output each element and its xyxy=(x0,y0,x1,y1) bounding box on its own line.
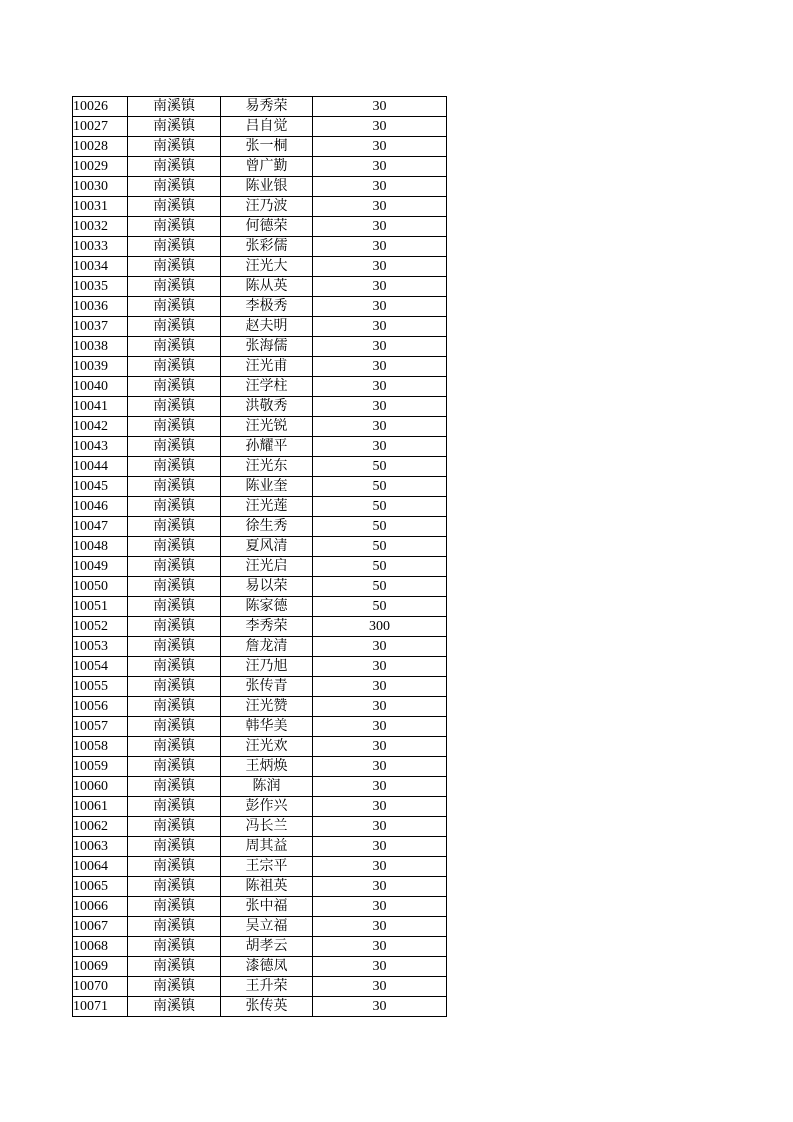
name-cell: 汪光大 xyxy=(221,257,313,277)
town-cell: 南溪镇 xyxy=(128,677,221,697)
amount-cell: 50 xyxy=(313,517,447,537)
amount-cell: 30 xyxy=(313,817,447,837)
amount-cell: 50 xyxy=(313,537,447,557)
id-cell: 10027 xyxy=(73,117,128,137)
amount-cell: 50 xyxy=(313,557,447,577)
id-cell: 10060 xyxy=(73,777,128,797)
town-cell: 南溪镇 xyxy=(128,837,221,857)
id-cell: 10038 xyxy=(73,337,128,357)
id-cell: 10026 xyxy=(73,97,128,117)
town-cell: 南溪镇 xyxy=(128,857,221,877)
table-row xyxy=(73,257,447,277)
name-cell: 张传英 xyxy=(221,997,313,1017)
name-cell: 周其益 xyxy=(221,837,313,857)
name-cell: 易以荣 xyxy=(221,577,313,597)
town-cell: 南溪镇 xyxy=(128,297,221,317)
town-cell: 南溪镇 xyxy=(128,617,221,637)
town-cell: 南溪镇 xyxy=(128,337,221,357)
table-row xyxy=(73,417,447,437)
amount-cell: 30 xyxy=(313,657,447,677)
town-cell: 南溪镇 xyxy=(128,917,221,937)
table-row xyxy=(73,657,447,677)
town-cell: 南溪镇 xyxy=(128,217,221,237)
amount-cell: 30 xyxy=(313,757,447,777)
id-cell: 10052 xyxy=(73,617,128,637)
town-cell: 南溪镇 xyxy=(128,177,221,197)
amount-cell: 30 xyxy=(313,377,447,397)
id-cell: 10045 xyxy=(73,477,128,497)
id-cell: 10062 xyxy=(73,817,128,837)
amount-cell: 30 xyxy=(313,697,447,717)
name-cell: 陈从英 xyxy=(221,277,313,297)
amount-cell: 30 xyxy=(313,857,447,877)
amount-cell: 30 xyxy=(313,637,447,657)
table-row xyxy=(73,557,447,577)
amount-cell: 30 xyxy=(313,777,447,797)
id-cell: 10047 xyxy=(73,517,128,537)
id-cell: 10029 xyxy=(73,157,128,177)
id-cell: 10069 xyxy=(73,957,128,977)
town-cell: 南溪镇 xyxy=(128,777,221,797)
name-cell: 汪乃旭 xyxy=(221,657,313,677)
name-cell: 曾广勤 xyxy=(221,157,313,177)
id-cell: 10064 xyxy=(73,857,128,877)
table-row xyxy=(73,777,447,797)
amount-cell: 30 xyxy=(313,237,447,257)
town-cell: 南溪镇 xyxy=(128,237,221,257)
town-cell: 南溪镇 xyxy=(128,897,221,917)
id-cell: 10071 xyxy=(73,997,128,1017)
table-row xyxy=(73,857,447,877)
name-cell: 王升荣 xyxy=(221,977,313,997)
id-cell: 10044 xyxy=(73,457,128,477)
town-cell: 南溪镇 xyxy=(128,597,221,617)
name-cell: 王炳焕 xyxy=(221,757,313,777)
table-row xyxy=(73,697,447,717)
town-cell: 南溪镇 xyxy=(128,457,221,477)
town-cell: 南溪镇 xyxy=(128,717,221,737)
amount-cell: 30 xyxy=(313,897,447,917)
amount-cell: 30 xyxy=(313,177,447,197)
table-row xyxy=(73,997,447,1017)
amount-cell: 30 xyxy=(313,317,447,337)
name-cell: 漆德凤 xyxy=(221,957,313,977)
table-row xyxy=(73,917,447,937)
town-cell: 南溪镇 xyxy=(128,437,221,457)
name-cell: 洪敬秀 xyxy=(221,397,313,417)
table-row xyxy=(73,577,447,597)
amount-cell: 30 xyxy=(313,157,447,177)
name-cell: 李秀荣 xyxy=(221,617,313,637)
id-cell: 10040 xyxy=(73,377,128,397)
name-cell: 冯长兰 xyxy=(221,817,313,837)
town-cell: 南溪镇 xyxy=(128,157,221,177)
name-cell: 陈业银 xyxy=(221,177,313,197)
town-cell: 南溪镇 xyxy=(128,497,221,517)
id-cell: 10043 xyxy=(73,437,128,457)
amount-cell: 30 xyxy=(313,117,447,137)
name-cell: 张彩儒 xyxy=(221,237,313,257)
amount-cell: 30 xyxy=(313,937,447,957)
name-cell: 汪光赞 xyxy=(221,697,313,717)
name-cell: 陈祖英 xyxy=(221,877,313,897)
table-row xyxy=(73,817,447,837)
id-cell: 10048 xyxy=(73,537,128,557)
amount-cell: 50 xyxy=(313,477,447,497)
table-row xyxy=(73,357,447,377)
town-cell: 南溪镇 xyxy=(128,317,221,337)
id-cell: 10063 xyxy=(73,837,128,857)
name-cell: 吴立福 xyxy=(221,917,313,937)
spreadsheet-page xyxy=(72,96,447,1017)
id-cell: 10058 xyxy=(73,737,128,757)
name-cell: 张中福 xyxy=(221,897,313,917)
id-cell: 10051 xyxy=(73,597,128,617)
table-row xyxy=(73,457,447,477)
town-cell: 南溪镇 xyxy=(128,657,221,677)
table-row xyxy=(73,177,447,197)
amount-cell: 30 xyxy=(313,677,447,697)
amount-cell: 30 xyxy=(313,877,447,897)
town-cell: 南溪镇 xyxy=(128,937,221,957)
name-cell: 汪乃波 xyxy=(221,197,313,217)
id-cell: 10031 xyxy=(73,197,128,217)
name-cell: 赵夫明 xyxy=(221,317,313,337)
table-row xyxy=(73,977,447,997)
amount-cell: 30 xyxy=(313,337,447,357)
id-cell: 10061 xyxy=(73,797,128,817)
data-table xyxy=(72,96,447,1017)
id-cell: 10035 xyxy=(73,277,128,297)
amount-cell: 50 xyxy=(313,457,447,477)
town-cell: 南溪镇 xyxy=(128,257,221,277)
id-cell: 10046 xyxy=(73,497,128,517)
amount-cell: 300 xyxy=(313,617,447,637)
town-cell: 南溪镇 xyxy=(128,877,221,897)
table-row xyxy=(73,837,447,857)
town-cell: 南溪镇 xyxy=(128,377,221,397)
table-row xyxy=(73,757,447,777)
id-cell: 10055 xyxy=(73,677,128,697)
name-cell: 孙耀平 xyxy=(221,437,313,457)
name-cell: 张一桐 xyxy=(221,137,313,157)
town-cell: 南溪镇 xyxy=(128,117,221,137)
id-cell: 10041 xyxy=(73,397,128,417)
table-row xyxy=(73,337,447,357)
id-cell: 10030 xyxy=(73,177,128,197)
name-cell: 彭作兴 xyxy=(221,797,313,817)
amount-cell: 30 xyxy=(313,297,447,317)
table-row xyxy=(73,117,447,137)
id-cell: 10034 xyxy=(73,257,128,277)
town-cell: 南溪镇 xyxy=(128,417,221,437)
id-cell: 10065 xyxy=(73,877,128,897)
table-row xyxy=(73,957,447,977)
id-cell: 10053 xyxy=(73,637,128,657)
town-cell: 南溪镇 xyxy=(128,697,221,717)
amount-cell: 30 xyxy=(313,97,447,117)
table-row xyxy=(73,297,447,317)
id-cell: 10066 xyxy=(73,897,128,917)
id-cell: 10056 xyxy=(73,697,128,717)
name-cell: 陈业奎 xyxy=(221,477,313,497)
name-cell: 汪光启 xyxy=(221,557,313,577)
amount-cell: 30 xyxy=(313,957,447,977)
table-row xyxy=(73,397,447,417)
id-cell: 10067 xyxy=(73,917,128,937)
table-row xyxy=(73,237,447,257)
town-cell: 南溪镇 xyxy=(128,577,221,597)
table-row xyxy=(73,637,447,657)
name-cell: 汪学柱 xyxy=(221,377,313,397)
name-cell: 张传青 xyxy=(221,677,313,697)
town-cell: 南溪镇 xyxy=(128,477,221,497)
table-row xyxy=(73,617,447,637)
amount-cell: 50 xyxy=(313,497,447,517)
town-cell: 南溪镇 xyxy=(128,537,221,557)
town-cell: 南溪镇 xyxy=(128,977,221,997)
amount-cell: 30 xyxy=(313,997,447,1017)
name-cell: 韩华美 xyxy=(221,717,313,737)
id-cell: 10059 xyxy=(73,757,128,777)
id-cell: 10033 xyxy=(73,237,128,257)
table-row xyxy=(73,437,447,457)
amount-cell: 30 xyxy=(313,977,447,997)
amount-cell: 30 xyxy=(313,217,447,237)
table-row xyxy=(73,317,447,337)
id-cell: 10054 xyxy=(73,657,128,677)
table-row xyxy=(73,677,447,697)
name-cell: 何德荣 xyxy=(221,217,313,237)
name-cell: 陈家德 xyxy=(221,597,313,617)
id-cell: 10070 xyxy=(73,977,128,997)
id-cell: 10049 xyxy=(73,557,128,577)
amount-cell: 30 xyxy=(313,837,447,857)
table-row xyxy=(73,717,447,737)
town-cell: 南溪镇 xyxy=(128,397,221,417)
id-cell: 10068 xyxy=(73,937,128,957)
amount-cell: 30 xyxy=(313,257,447,277)
name-cell: 夏风清 xyxy=(221,537,313,557)
id-cell: 10057 xyxy=(73,717,128,737)
name-cell: 张海儒 xyxy=(221,337,313,357)
town-cell: 南溪镇 xyxy=(128,197,221,217)
amount-cell: 30 xyxy=(313,277,447,297)
id-cell: 10039 xyxy=(73,357,128,377)
name-cell: 易秀荣 xyxy=(221,97,313,117)
name-cell: 汪光甫 xyxy=(221,357,313,377)
table-row xyxy=(73,737,447,757)
table-row xyxy=(73,377,447,397)
amount-cell: 30 xyxy=(313,917,447,937)
name-cell: 陈润 xyxy=(221,777,313,797)
table-row xyxy=(73,877,447,897)
amount-cell: 30 xyxy=(313,197,447,217)
amount-cell: 50 xyxy=(313,597,447,617)
table-row xyxy=(73,137,447,157)
id-cell: 10037 xyxy=(73,317,128,337)
table-row xyxy=(73,217,447,237)
amount-cell: 30 xyxy=(313,737,447,757)
table-row xyxy=(73,97,447,117)
table-row xyxy=(73,157,447,177)
table-row xyxy=(73,797,447,817)
town-cell: 南溪镇 xyxy=(128,817,221,837)
town-cell: 南溪镇 xyxy=(128,637,221,657)
name-cell: 汪光锐 xyxy=(221,417,313,437)
amount-cell: 30 xyxy=(313,717,447,737)
table-row xyxy=(73,937,447,957)
town-cell: 南溪镇 xyxy=(128,137,221,157)
amount-cell: 50 xyxy=(313,577,447,597)
amount-cell: 30 xyxy=(313,437,447,457)
table-row xyxy=(73,897,447,917)
table-row xyxy=(73,597,447,617)
town-cell: 南溪镇 xyxy=(128,357,221,377)
town-cell: 南溪镇 xyxy=(128,737,221,757)
table-row xyxy=(73,197,447,217)
name-cell: 汪光欢 xyxy=(221,737,313,757)
town-cell: 南溪镇 xyxy=(128,97,221,117)
table-row xyxy=(73,537,447,557)
amount-cell: 30 xyxy=(313,397,447,417)
town-cell: 南溪镇 xyxy=(128,557,221,577)
town-cell: 南溪镇 xyxy=(128,997,221,1017)
table-row xyxy=(73,497,447,517)
amount-cell: 30 xyxy=(313,797,447,817)
id-cell: 10036 xyxy=(73,297,128,317)
name-cell: 詹龙清 xyxy=(221,637,313,657)
name-cell: 王宗平 xyxy=(221,857,313,877)
town-cell: 南溪镇 xyxy=(128,757,221,777)
name-cell: 汪光莲 xyxy=(221,497,313,517)
id-cell: 10028 xyxy=(73,137,128,157)
name-cell: 吕自觉 xyxy=(221,117,313,137)
table-row xyxy=(73,477,447,497)
name-cell: 李极秀 xyxy=(221,297,313,317)
id-cell: 10050 xyxy=(73,577,128,597)
town-cell: 南溪镇 xyxy=(128,277,221,297)
table-row xyxy=(73,517,447,537)
amount-cell: 30 xyxy=(313,417,447,437)
town-cell: 南溪镇 xyxy=(128,957,221,977)
name-cell: 胡孝云 xyxy=(221,937,313,957)
table-row xyxy=(73,277,447,297)
id-cell: 10032 xyxy=(73,217,128,237)
town-cell: 南溪镇 xyxy=(128,797,221,817)
amount-cell: 30 xyxy=(313,357,447,377)
town-cell: 南溪镇 xyxy=(128,517,221,537)
table-body xyxy=(73,97,447,1017)
id-cell: 10042 xyxy=(73,417,128,437)
name-cell: 徐生秀 xyxy=(221,517,313,537)
amount-cell: 30 xyxy=(313,137,447,157)
name-cell: 汪光东 xyxy=(221,457,313,477)
